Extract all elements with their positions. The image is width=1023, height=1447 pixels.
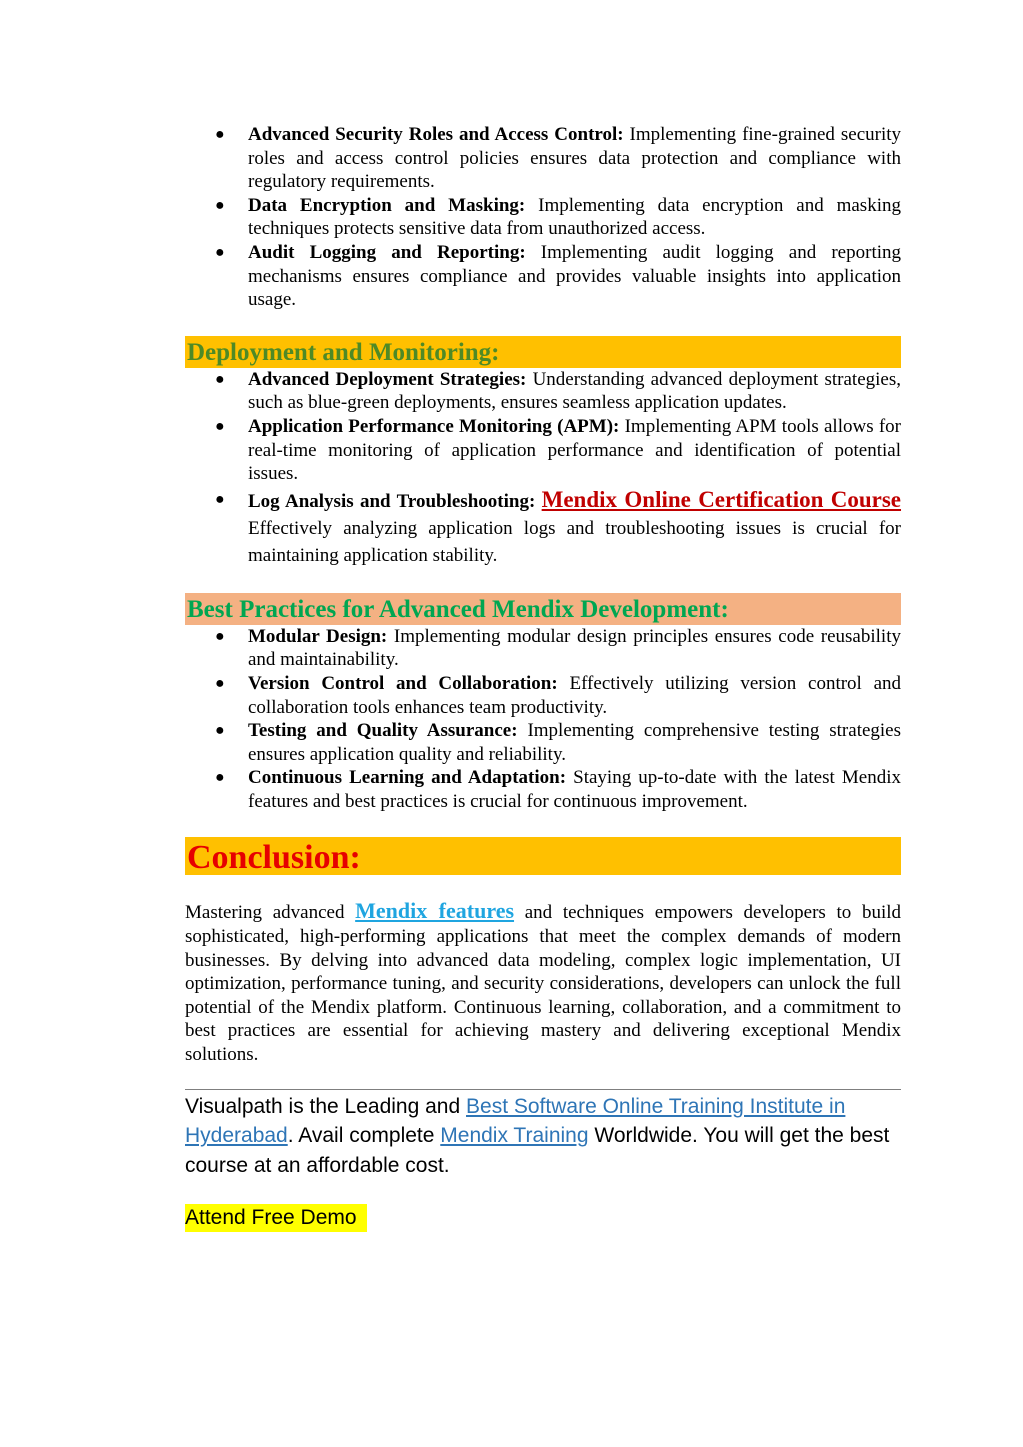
item-key: Data Encryption and Masking: — [248, 194, 526, 216]
bullet-icon: ● — [215, 490, 225, 508]
list-item — [185, 719, 901, 766]
list-item — [185, 672, 901, 719]
deployment-list — [185, 368, 901, 569]
attend-free-demo[interactable]: Attend Free Demo — [185, 1204, 367, 1232]
item-key: Advanced Deployment Strategies: — [248, 368, 527, 390]
list-item — [185, 766, 901, 813]
conclusion-text: and techniques empowers developers to build sophisticated, high-performing applications that meet the complex demands of modern businesses. By delving into advanced data modeling, complex logic implementation, UI optimization, performance tuning, and security considerations, developers can unlock the full potential of the Mendix platform. Continuous learning, collaboration, and a commitment to best practices are essential for achieving mastery and delivering exceptional Mendix solutions. — [185, 902, 902, 1066]
item-text: Understanding advanced deployment strategies, such as blue-green deployments, ensures seamless application updates. — [248, 368, 901, 414]
page-content — [185, 123, 901, 1232]
item-text: Implementing modular design principles ensures code reusability and maintainability. — [248, 625, 901, 671]
item-key: Audit Logging and Reporting: — [248, 241, 526, 263]
promo-text: Worldwide. You will get the best course at an affordable cost. — [185, 1124, 890, 1177]
bullet-icon: ● — [215, 674, 225, 692]
item-text: Staying up-to-date with the latest Mendix features and best practices is crucial for continuous improvement. — [248, 767, 901, 812]
bullet-icon: ● — [215, 722, 225, 740]
security-list — [185, 123, 901, 312]
bullet-icon: ● — [215, 126, 225, 143]
item-key: Continuous Learning and Adaptation: — [248, 767, 567, 789]
bullet-icon: ● — [215, 196, 225, 214]
item-key: Application Performance Monitoring (APM): — [248, 415, 620, 437]
bullet-icon: ● — [215, 769, 225, 787]
mendix-training-link[interactable]: Mendix Training — [440, 1124, 589, 1148]
item-text: Effectively analyzing application logs and troubleshooting issues is crucial for maintaining application stability. — [248, 517, 901, 566]
mendix-features-link[interactable]: Mendix features — [355, 898, 515, 924]
item-key: Modular Design: — [248, 625, 388, 647]
deployment-heading: Deployment and Monitoring: — [185, 336, 901, 368]
item-text: Implementing data encryption and masking techniques protects sensitive data from unauthorized access. — [248, 194, 901, 240]
promo-text: . Avail complete — [287, 1124, 435, 1148]
bullet-icon: ● — [215, 243, 225, 261]
conclusion-lead: Mastering advanced — [185, 902, 345, 924]
item-text: Implementing comprehensive testing strategies ensures application quality and reliability. — [248, 720, 902, 765]
best-practices-heading: Best Practices for Advanced Mendix Development: — [185, 593, 901, 625]
item-text: Effectively utilizing version control and collaboration tools enhances team productivity. — [248, 672, 902, 718]
item-text: Implementing audit logging and reporting mechanisms ensures compliance and provides valuable insights into application usage. — [248, 241, 901, 311]
item-key: Version Control and Collaboration: — [248, 672, 558, 694]
item-key: Advanced Security Roles and Access Control: — [248, 124, 624, 145]
list-item — [185, 368, 901, 415]
bullet-icon: ● — [215, 627, 225, 645]
item-text: Implementing APM tools allows for real-time monitoring of application performance and identification of potential issues. — [248, 415, 902, 485]
divider — [185, 1089, 901, 1090]
promo-paragraph — [185, 1092, 901, 1181]
conclusion-heading: Conclusion: — [185, 837, 901, 875]
item-text: Implementing fine-grained security roles and access control policies ensures data protection and compliance with regulatory requirements. — [248, 124, 902, 193]
training-institute-link[interactable]: Best Software Online Training Institute in Hyderabad — [185, 1094, 846, 1148]
item-key: Log Analysis and Troubleshooting: — [248, 490, 536, 512]
list-item — [185, 486, 901, 569]
list-item — [185, 625, 901, 672]
list-item — [185, 415, 901, 486]
list-item — [185, 194, 901, 241]
list-item — [185, 241, 901, 312]
best-practices-list — [185, 625, 901, 814]
bullet-icon: ● — [215, 417, 225, 435]
bullet-icon: ● — [215, 370, 225, 388]
list-item — [185, 123, 901, 194]
conclusion-paragraph — [185, 899, 901, 1066]
item-key: Testing and Quality Assurance: — [248, 720, 518, 742]
certification-course-link[interactable]: Mendix Online Certification Course — [541, 486, 902, 512]
promo-text: Visualpath is the Leading and — [185, 1094, 461, 1118]
